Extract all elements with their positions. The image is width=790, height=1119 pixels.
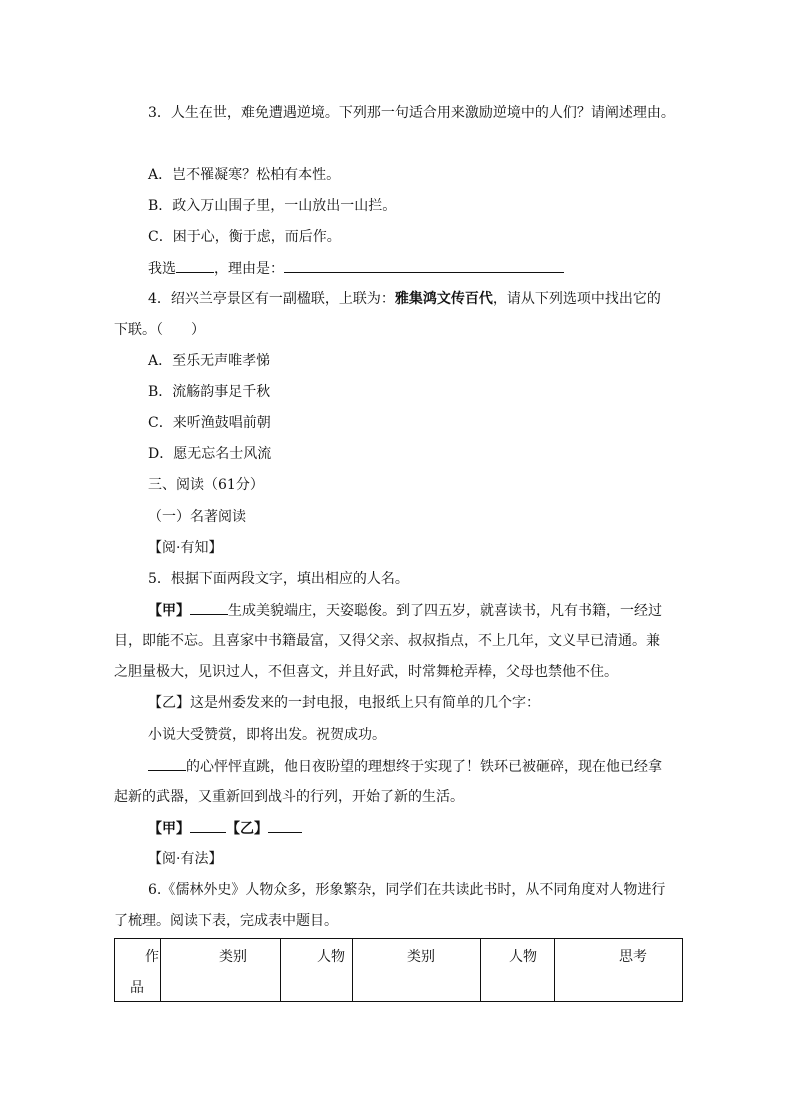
q5-jia-text1: 生成美貌端庄，天姿聪俊。到了四五岁，就喜读书，凡有书籍，一经过 — [228, 603, 662, 619]
q5-yi-text3: 的心怦怦直跳，他日夜盼望的理想终于实现了！铁环已被砸碎，现在他已经拿 — [186, 759, 662, 775]
q6-stem-line1: 6.《儒林外史》人物众多，形象繁杂，同学们在共读此书时，从不同角度对人物进行 — [148, 882, 666, 898]
header-cell-reflection — [555, 939, 683, 1002]
header-cell-work — [115, 939, 161, 1002]
characters-table — [114, 938, 683, 1002]
q4-couplet-upper: 雅集鸿文传百代 — [394, 291, 493, 307]
q5-yi-line3 — [148, 756, 662, 777]
header-category-2: 类别 — [407, 949, 435, 965]
q5-answer-line — [148, 818, 302, 839]
q3-choice-blank[interactable] — [176, 258, 214, 273]
q5-ans-jia-label: 【甲】 — [148, 821, 190, 837]
q3-option-b: B．政入万山围子里，一山放出一山拦。 — [148, 198, 397, 214]
header-cell-person-2 — [481, 939, 555, 1002]
q5-yi-blank-inline[interactable] — [148, 756, 186, 771]
q4-option-b: B．流觞韵事足千秋 — [148, 384, 271, 400]
q5-stem: 5．根据下面两段文字，填出相应的人名。 — [148, 571, 409, 587]
table-header-row — [115, 939, 683, 1002]
q4-option-a: A．至乐无声唯孝悌 — [148, 353, 271, 369]
header-person-2: 人物 — [509, 949, 537, 965]
tag-yue-youzhi: 【阅·有知】 — [148, 540, 223, 556]
q5-jia-line3: 之胆量极大，见识过人，不但喜文，并且好武，时常舞枪弄棒，父母也禁他不住。 — [114, 664, 618, 680]
q4-option-c: C．来听渔鼓唱前朝 — [148, 415, 271, 431]
q4-stem-line2: 下联。（ ） — [114, 322, 205, 338]
header-reflection: 思考 — [619, 949, 647, 965]
section3-title: 三、阅读（61分） — [148, 477, 264, 493]
q4-stem-post: ，请从下列选项中找出它的 — [492, 291, 661, 307]
q5-ans-yi-label: 【乙】 — [226, 821, 268, 837]
q5-jia-blank[interactable] — [190, 600, 228, 615]
header-cell-category-2 — [353, 939, 481, 1002]
q3-stem: 3．人生在世，难免遭遇逆境。下列那一句适合用来激励逆境中的人们？请阐述理由。 — [148, 105, 675, 121]
q3-option-a: A．岂不罹凝寒？松柏有本性。 — [148, 167, 341, 183]
tag-yue-youfa: 【阅·有法】 — [148, 851, 223, 867]
header-cell-category-1 — [161, 939, 281, 1002]
header-cell-person-1 — [281, 939, 353, 1002]
q3-answer-line — [148, 258, 564, 279]
q3-answer-mid: ，理由是： — [214, 261, 284, 277]
q3-option-c: C．困于心，衡于虑，而后作。 — [148, 229, 341, 245]
header-category-1: 类别 — [219, 949, 247, 965]
header-work-char1: 作 — [145, 949, 159, 965]
q5-yi-line1: 【乙】这是州委发来的一封电报，电报纸上只有简单的几个字： — [148, 695, 540, 711]
q6-stem-line2: 了梳理。阅读下表，完成表中题目。 — [114, 913, 338, 929]
q5-ans-jia-blank[interactable] — [190, 818, 226, 833]
header-work-char2: 品 — [130, 980, 144, 996]
section3-sub1: （一）名著阅读 — [148, 509, 246, 525]
q5-jia-line2: 目，即能不忘。且喜家中书籍最富，又得父亲、叔叔指点，不上几年，文义早已清通。兼 — [114, 633, 660, 649]
header-person-1: 人物 — [317, 949, 345, 965]
q5-yi-line4: 起新的武器，又重新回到战斗的行列，开始了新的生活。 — [114, 789, 464, 805]
q5-yi-line2: 小说大受赞赏，即将出发。祝贺成功。 — [148, 727, 386, 743]
q4-option-d: D．愿无忘名士风流 — [148, 446, 272, 462]
q5-jia-label: 【甲】 — [148, 603, 190, 619]
q4-stem-pre: 4．绍兴兰亭景区有一副楹联，上联为： — [148, 291, 395, 307]
q3-reason-blank[interactable] — [284, 258, 564, 273]
q4-stem — [148, 289, 661, 309]
q3-answer-prefix: 我选 — [148, 261, 176, 277]
q5-jia-line1 — [148, 600, 662, 621]
q5-ans-yi-blank[interactable] — [268, 818, 302, 833]
